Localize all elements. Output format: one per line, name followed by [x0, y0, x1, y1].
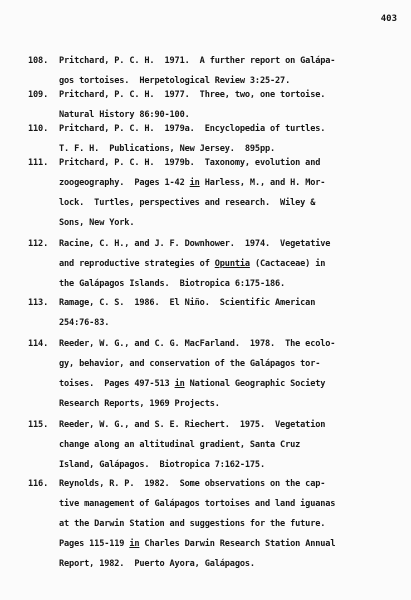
- reference-text: National Geographic Society: [184, 379, 326, 389]
- reference-line: [59, 539, 335, 550]
- reference-text: Research Reports, 1969 Projects.: [59, 399, 220, 409]
- reference-text: the Galápagos Islands. Biotropica 6:175-186.: [59, 279, 286, 289]
- reference-text: Natural History 86:90-100.: [59, 110, 190, 120]
- reference-line: [59, 198, 315, 209]
- reference-text: Pritchard, P. C. H. 1971. A further report on Galápa-: [59, 56, 336, 66]
- reference-number: 111.: [28, 158, 49, 168]
- reference-text: T. F. H. Publications, New Jersey. 895pp.: [59, 144, 276, 154]
- reference-line: [59, 440, 300, 451]
- reference-line: [59, 218, 134, 229]
- reference-text: Reeder, W. G., and S. E. Riechert. 1975. Vegetation: [59, 420, 326, 430]
- reference-text: Pritchard, P. C. H. 1979a. Encyclopedia of turtles.: [59, 124, 326, 134]
- reference-text: Island, Galápagos. Biotropica 7:162-175.: [59, 460, 265, 470]
- reference-number: 110.: [28, 124, 49, 134]
- reference-text: change along an altitudinal gradient, Santa Cruz: [59, 440, 301, 450]
- reference-line: [59, 158, 320, 169]
- reference-text: gy, behavior, and conservation of the Galápagos tor-: [59, 359, 321, 369]
- reference-number: 108.: [28, 56, 49, 66]
- reference-line: [59, 559, 255, 570]
- reference-line: [59, 124, 325, 135]
- reference-text: tive management of Galápagos tortoises and land iguanas: [59, 499, 336, 509]
- underlined-text: in: [174, 379, 185, 389]
- reference-text: Pages 115-119: [59, 539, 130, 549]
- reference-text: and reproductive strategies of: [59, 259, 215, 269]
- reference-text: 254:76-83.: [59, 318, 110, 328]
- page-number: 403: [380, 14, 397, 24]
- reference-line: [59, 460, 265, 471]
- reference-text: Reeder, W. G., and C. G. MacFarland. 1978. The ecolo-: [59, 339, 336, 349]
- reference-line: [59, 259, 325, 270]
- reference-line: [59, 178, 325, 189]
- reference-line: [59, 359, 320, 370]
- reference-text: Ramage, C. S. 1986. El Niño. Scientific American: [59, 298, 316, 308]
- reference-text: Report, 1982. Puerto Ayora, Galápagos.: [59, 559, 255, 569]
- underlined-text: in: [189, 178, 200, 188]
- reference-number: 116.: [28, 479, 49, 489]
- reference-text: zoogeography. Pages 1-42: [59, 178, 190, 188]
- reference-line: [59, 298, 315, 309]
- reference-text: at the Darwin Station and suggestions for the future.: [59, 519, 326, 529]
- reference-line: [59, 76, 290, 87]
- reference-number: 113.: [28, 298, 49, 308]
- reference-line: [59, 399, 220, 410]
- underlined-text: in: [129, 539, 140, 549]
- reference-line: [59, 90, 325, 101]
- reference-number: 112.: [28, 239, 49, 249]
- reference-text: (Cactaceae) in: [249, 259, 326, 269]
- underlined-text: Opuntia: [214, 259, 250, 269]
- reference-number: 114.: [28, 339, 49, 349]
- reference-text: Harless, M., and H. Mor-: [199, 178, 326, 188]
- reference-line: [59, 339, 335, 350]
- reference-text: gos tortoises. Herpetological Review 3:25-27.: [59, 76, 291, 86]
- reference-text: Charles Darwin Research Station Annual: [139, 539, 336, 549]
- reference-text: Racine, C. H., and J. F. Downhower. 1974. Vegetative: [59, 239, 331, 249]
- reference-line: [59, 499, 335, 510]
- reference-number: 109.: [28, 90, 49, 100]
- reference-line: [59, 110, 190, 121]
- reference-line: [59, 318, 109, 329]
- reference-text: Reynolds, R. P. 1982. Some observations on the cap-: [59, 479, 326, 489]
- reference-text: Pritchard, P. C. H. 1977. Three, two, one tortoise.: [59, 90, 326, 100]
- reference-text: toises. Pages 497-513: [59, 379, 175, 389]
- reference-number: 115.: [28, 420, 49, 430]
- reference-text: Sons, New York.: [59, 218, 135, 228]
- reference-line: [59, 519, 325, 530]
- reference-line: [59, 379, 325, 390]
- reference-line: [59, 479, 325, 490]
- reference-line: [59, 144, 275, 155]
- reference-line: [59, 279, 285, 290]
- reference-line: [59, 420, 325, 431]
- reference-text: Pritchard, P. C. H. 1979b. Taxonomy, evolution and: [59, 158, 321, 168]
- reference-line: [59, 56, 335, 67]
- reference-text: lock. Turtles, perspectives and research. Wiley &: [59, 198, 316, 208]
- reference-line: [59, 239, 330, 250]
